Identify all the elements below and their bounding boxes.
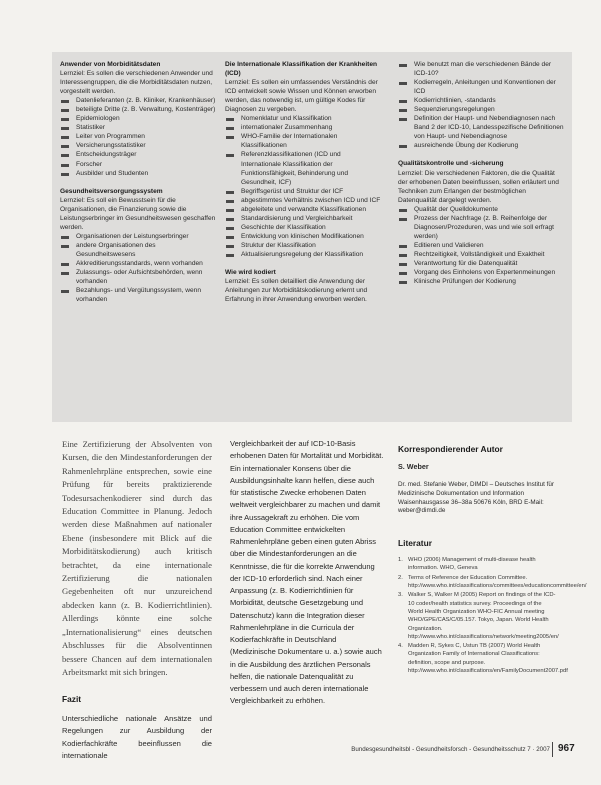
bullet-dash-icon xyxy=(399,272,407,275)
bullet-dash-icon xyxy=(61,154,69,157)
list-item-text: Begriffsgerüst und Struktur der ICF xyxy=(241,187,344,195)
bullet-dash-icon xyxy=(61,145,69,148)
list-item xyxy=(60,114,216,123)
list-item xyxy=(225,205,381,214)
bullet-list xyxy=(398,205,564,286)
list-item-text: Vorgang des Einholens von Expertenmeinungen xyxy=(414,269,556,277)
bullet-dash-icon xyxy=(226,209,234,212)
section-objective: Lernziel: Es sollen ein umfassendes Verständnis der ICD entwickelt sowie Wissen und Können erworben werden, das notwendig ist, um gültige Kodes für Diagnosen zu vergeben. xyxy=(225,79,378,114)
list-item xyxy=(225,150,381,186)
list-item-text: beteiligte Dritte (z. B. Verwaltung, Kostenträger) xyxy=(76,106,216,114)
list-item-text: WHO-Familie der Internationalen Klassifikationen xyxy=(241,133,338,150)
list-item xyxy=(225,132,381,150)
bullet-dash-icon xyxy=(61,100,69,103)
list-item xyxy=(398,205,564,214)
infobox-column-2 xyxy=(225,60,381,304)
list-item-text: Datenlieferanten (z. B. Kliniker, Krankenhäuser) xyxy=(76,97,216,105)
list-item xyxy=(398,105,564,114)
bullet-dash-icon xyxy=(399,64,407,67)
list-item-text: Struktur der Klassifikation xyxy=(241,241,316,249)
list-item xyxy=(225,223,381,232)
list-item xyxy=(60,232,216,241)
reference-number: 4. xyxy=(398,643,403,650)
bullet-dash-icon xyxy=(226,200,234,203)
bullet-dash-icon xyxy=(399,82,407,85)
section-title: Wie wird kodiert xyxy=(225,269,276,277)
section-title: Gesundheitsversorgungssystem xyxy=(60,187,163,195)
fazit-heading: Fazit xyxy=(62,694,82,705)
list-item-text: Definition der Haupt- und Nebendiagnosen nach Band 2 der ICD-10, Landesspezifische Definitionen von Haupt- und Nebendiagnose xyxy=(414,115,564,141)
bullet-dash-icon xyxy=(61,236,69,239)
list-item xyxy=(398,277,564,286)
list-item-text: Aktualisierungsregelung der Klassifikation xyxy=(241,250,364,258)
footer-journal-line: Bundesgesundheitsbl - Gesundheitsforsch - Gesundheitsschutz 7 · 2007 xyxy=(351,746,550,753)
reference-item xyxy=(398,591,558,641)
bullet-dash-icon xyxy=(61,127,69,130)
section-title: Anwender von Morbiditätsdaten xyxy=(60,61,161,68)
bullet-dash-icon xyxy=(226,218,234,221)
literature-heading: Literatur xyxy=(398,538,432,549)
list-item-text: Geschichte der Klassifikation xyxy=(241,223,326,231)
list-item-text: Forscher xyxy=(76,160,103,168)
list-item xyxy=(398,78,564,96)
list-item-text: abgestimmtes Verhältnis zwischen ICD und ICF xyxy=(241,196,381,204)
list-item xyxy=(60,286,216,304)
body-paragraph: Eine Zertifizierung der Absolventen von Kursen, die den Mindestanforderungen der Rahmenlehrpläne entsprechen, sowie eine Prüfung für bereits praktizierende Todesursachenkodierer sind durch das Education Committee in Planung. Jedoch werden diese Maßnahmen auf nationaler Ebene (insbesondere mit Blick auf die Morbiditätskodierung) auch kritisch betrachtet, da eine internationale Zertifizierung die nationalen Gegebenheiten oft nur unzureichend abdecken kann (z. B. Kodierrichtlinien). Allerdings könnte eine solche „Internationalisierung“ eines deutschen Abschlusses für die Absolventinnen bessere Chancen auf dem internationalen Arbeitsmarkt mit sich bringen. xyxy=(62,439,212,677)
list-item xyxy=(60,160,216,169)
list-item xyxy=(60,132,216,141)
bullet-dash-icon xyxy=(226,118,234,121)
list-item xyxy=(398,141,564,150)
list-item xyxy=(225,241,381,250)
reference-list xyxy=(398,556,587,675)
bullet-dash-icon xyxy=(61,263,69,266)
section-title: Qualitätskontrolle und -sicherung xyxy=(398,160,504,168)
list-item-text: Organisationen der Leistungserbringer xyxy=(76,232,189,240)
author-heading: Korrespondierender Autor xyxy=(398,444,503,454)
section-title: Die Internationale Klassifikation der Krankheiten (ICD) xyxy=(225,61,378,78)
reference-text: Walker S, Walker M (2005) Report on findings of the ICD-10 coder/health statistics survey. Proceedings of the World Health Organization WHO-FIC Annual meeting WHO/GPE/CAS/C/05.157. Tokyo, Japan. World Health Organization. http://www.who.int/classifications/network/meeting2005/en/ xyxy=(408,592,559,640)
list-item-text: Qualität der Quelldokumente xyxy=(414,205,498,213)
section-spacer xyxy=(225,259,381,268)
bullet-dash-icon xyxy=(226,127,234,130)
reference-text: Terms of Reference der Education Committee. http://www.who.int/classifications/committees/educationcommittee/en/ xyxy=(408,574,587,590)
curriculum-infobox xyxy=(52,52,572,422)
bullet-dash-icon xyxy=(61,136,69,139)
section-objective: Lernziel: Die verschiedenen Faktoren, die die Qualität der erhobenen Daten beeinflussen, sollen erläutert und Techniken zum Erlangen der bestmöglichen Datenqualität dargelegt werden. xyxy=(398,169,559,204)
body-paragraph: Vergleichbarkeit der auf ICD-10-Basis erhobenen Daten für Mortalität und Morbidität. Ein internationaler Konsens über die Ausbildungsinhalte kann helfen, diese auch für statistische Zwecke erhobenen Daten weltweit vergleichbarer zu machen und damit ihre Aussagekraft zu erhöhen. Die vom Education Committee entwickelten Rahmenlehrpläne geben einen guten Abriss über die Mindestanforderungen an die Kenntnisse, die für die korrekte Anwendung der ICD-10 erforderlich sind. Nach einer Anpassung (z. B. Kodierrichtlinien für Morbidität, deutsche Gesetzgebung und Datenschutz) kann die Integration dieser Rahmenlehrpläne in die Curricula der Kodierfachkräfte in Deutschland (Medizinische Dokumentare u. a.) sowie auch in die Ausbildung des ärztlichen Personals helfen, die nationale Datenqualität zu verbessern und auch deren internationale Vergleichbarkeit zu erhöhen. xyxy=(230,439,384,706)
author-address: Dr. med. Stefanie Weber, DIMDI – Deutsches Institut für Medizinische Dokumentation und Information Waisenhausgasse 36–38a 50676 Köln, BRD E-Mail: weber@dimdi.de xyxy=(398,481,554,515)
list-item xyxy=(225,114,381,123)
list-item-text: Bezahlungs- und Vergütungssystem, wenn vorhanden xyxy=(76,287,201,304)
bullet-dash-icon xyxy=(226,227,234,230)
reference-item xyxy=(398,574,587,591)
bullet-dash-icon xyxy=(61,164,69,167)
list-item-text: Zulassungs- oder Aufsichtsbehörden, wenn vorhanden xyxy=(76,269,203,286)
page-number: 967 xyxy=(558,743,575,754)
reference-number: 2. xyxy=(398,574,403,581)
footer-divider xyxy=(552,742,553,757)
infobox-column-1 xyxy=(60,60,216,304)
list-item-text: ausreichende Übung der Kodierung xyxy=(414,142,519,150)
list-item-text: Statistiker xyxy=(76,124,105,132)
bullet-dash-icon xyxy=(61,118,69,121)
list-item-text: Sequenzierungsregelungen xyxy=(414,106,495,114)
reference-text: Madden R, Sykes C, Ustun TB (2007) World Health Organization Family of International Classifications: definition, scope and purpose. http://www.who.int/classifications/en/FamilyDocument2007.pdf xyxy=(408,643,568,675)
list-item xyxy=(60,259,216,268)
bullet-dash-icon xyxy=(61,272,69,275)
list-item-text: Wie benutzt man die verschiedenen Bände der ICD-10? xyxy=(414,61,552,78)
list-item xyxy=(398,114,564,141)
list-item-text: Ausbilder und Studenten xyxy=(76,169,149,177)
reference-item xyxy=(398,642,568,675)
list-item xyxy=(398,241,564,250)
list-item xyxy=(225,232,381,241)
list-item xyxy=(60,268,216,286)
list-item xyxy=(225,214,381,223)
author-literature-column xyxy=(398,444,587,676)
list-item xyxy=(398,214,564,241)
bullet-list xyxy=(60,96,216,177)
bullet-list xyxy=(398,60,564,150)
bullet-dash-icon xyxy=(399,245,407,248)
reference-number: 1. xyxy=(398,557,403,564)
body-column-1 xyxy=(62,438,212,762)
fazit-paragraph: Unterschiedliche nationale Ansätze und Regelungen zur Ausbildung der Kodierfachkräfte beeinflussen die internationale xyxy=(62,713,212,760)
list-item-text: abgeleitete und verwandte Klassifikationen xyxy=(241,205,366,213)
bullet-dash-icon xyxy=(61,173,69,176)
bullet-dash-icon xyxy=(399,118,407,121)
reference-number: 3. xyxy=(398,592,403,599)
infobox-column-3 xyxy=(398,60,564,286)
list-item-text: Prozess der Nachfrage (z. B. Reihenfolge der Diagnosen/Prozeduren, was und wie soll erfragt werden) xyxy=(414,214,555,240)
list-item xyxy=(60,141,216,150)
list-item-text: Entwicklung von klinischen Modifikationen xyxy=(241,232,364,240)
bullet-list xyxy=(60,232,216,304)
list-item-text: Nomenklatur und Klassifikation xyxy=(241,115,332,123)
bullet-dash-icon xyxy=(61,245,69,248)
bullet-dash-icon xyxy=(399,209,407,212)
bullet-dash-icon xyxy=(399,109,407,112)
bullet-dash-icon xyxy=(399,145,407,148)
author-name: S. Weber xyxy=(398,462,429,471)
list-item xyxy=(225,250,381,259)
list-item xyxy=(398,268,564,277)
list-item xyxy=(398,250,564,259)
list-item xyxy=(398,96,564,105)
list-item xyxy=(225,187,381,196)
bullet-dash-icon xyxy=(226,254,234,257)
reference-item xyxy=(398,556,558,573)
bullet-dash-icon xyxy=(399,100,407,103)
list-item xyxy=(60,105,216,114)
bullet-list xyxy=(225,114,381,259)
list-item xyxy=(60,96,216,105)
list-item xyxy=(60,241,216,259)
bullet-dash-icon xyxy=(226,191,234,194)
list-item xyxy=(398,60,564,78)
list-item-text: andere Organisationen des Gesundheitswesens xyxy=(76,241,156,258)
list-item xyxy=(225,196,381,205)
list-item-text: Leiter von Programmen xyxy=(76,133,145,141)
bullet-dash-icon xyxy=(226,136,234,139)
bullet-dash-icon xyxy=(61,290,69,293)
section-objective: Lernziel: Es soll ein Bewusstsein für die Organisationen, die Finanzierung sowie die Leistungserbringer im Gesundheitswesen geschaffen werden. xyxy=(60,196,216,231)
bullet-dash-icon xyxy=(399,263,407,266)
section-objective: Lernziel: Es sollen detailliert die Anwendung der Anleitungen zur Morbiditätskodierung erlernt und Erfahrung in ihrer Anwendung erworben werden. xyxy=(225,278,368,304)
list-item-text: Standardisierung und Vergleichbarkeit xyxy=(241,214,353,222)
reference-text: WHO (2006) Management of multi-disease health information. WHO, Geneva xyxy=(408,557,536,572)
list-item-text: Rechtzeitigkeit, Vollständigkeit und Exaktheit xyxy=(414,250,545,258)
body-column-2 xyxy=(230,438,384,708)
list-item-text: internationaler Zusammenhang xyxy=(241,124,333,132)
list-item xyxy=(60,123,216,132)
bullet-dash-icon xyxy=(226,236,234,239)
list-item-text: Entscheidungsträger xyxy=(76,151,137,159)
section-spacer xyxy=(60,178,216,187)
list-item-text: Versicherungsstatistiker xyxy=(76,142,146,150)
bullet-dash-icon xyxy=(61,109,69,112)
list-item-text: Kodierregeln, Anleitungen und Konventionen der ICD xyxy=(414,79,556,96)
list-item-text: Kodierrichtlinien, -standards xyxy=(414,97,496,105)
list-item-text: Akkreditierungsstandards, wenn vorhanden xyxy=(76,259,203,267)
list-item-text: Klinische Prüfungen der Kodierung xyxy=(414,278,516,286)
list-item-text: Referenzklassifikationen (ICD und Internationale Klassifikation der Funktionsfähigkeit, Behinderung und Gesundheit, ICF) xyxy=(241,151,349,186)
list-item-text: Epidemiologen xyxy=(76,115,120,123)
section-spacer xyxy=(398,150,564,159)
list-item-text: Editieren und Validieren xyxy=(414,241,484,249)
bullet-dash-icon xyxy=(399,254,407,257)
list-item xyxy=(225,123,381,132)
bullet-dash-icon xyxy=(226,245,234,248)
list-item xyxy=(398,259,564,268)
list-item-text: Verantwortung für die Datenqualität xyxy=(414,259,518,267)
bullet-dash-icon xyxy=(399,281,407,284)
list-item xyxy=(60,169,216,178)
list-item xyxy=(60,150,216,159)
bullet-dash-icon xyxy=(226,154,234,157)
section-objective: Lernziel: Es sollen die verschiedenen Anwender und Interessengruppen, die die Morbiditätsdaten nutzen, vorgestellt werden. xyxy=(60,70,213,96)
bullet-dash-icon xyxy=(399,218,407,221)
